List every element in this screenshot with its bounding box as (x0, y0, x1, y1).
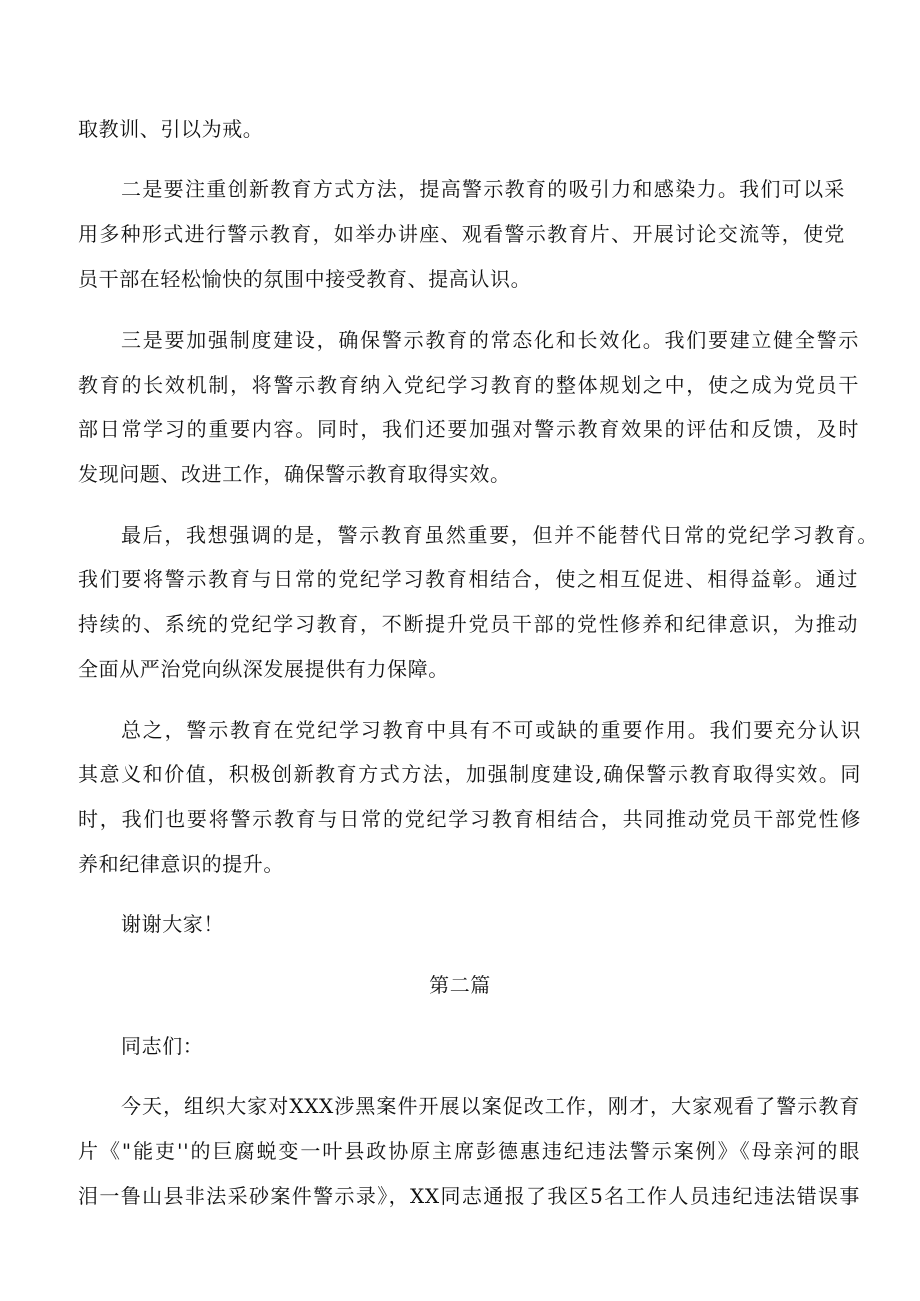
paragraph-5-line-1: 总之，警示教育在党纪学习教育中具有不可或缺的重要作用。我们要充分认识 (121, 718, 861, 742)
paragraph-3-line-2: 教育的长效机制，将警示教育纳入党纪学习教育的整体规划之中，使之成为党员干 (78, 373, 859, 397)
paragraph-1-line-1: 取教训、引以为戒。 (78, 117, 264, 141)
salutation: 同志们： (121, 1034, 204, 1058)
paragraph-4-line-2: 我们要将警示教育与日常的党纪学习教育相结合，使之相互促进、相得益彰。通过 (78, 567, 858, 591)
paragraph-2-line-2: 用多种形式进行警示教育，如举办讲座、观看警示教育片、开展讨论交流等，使党 (78, 222, 845, 246)
section-title: 第二篇 (429, 973, 491, 997)
paragraph-2-line-1: 二是要注重创新教育方式方法，提高警示教育的吸引力和感染力。我们可以采 (121, 177, 845, 201)
paragraph-5-line-3: 时，我们也要将警示教育与日常的党纪学习教育相结合，共同推动党员干部党性修 (78, 807, 861, 831)
paragraph-6-line-2: 片《"能吏''的巨腐蜕变一叶县政协原主席彭德惠违纪违法警示案例》《母亲河的眼 (78, 1139, 860, 1163)
paragraph-4-line-3: 持续的、系统的党纪学习教育，不断提升党员干部的党性修养和纪律意识，为推动 (78, 612, 858, 636)
paragraph-5-line-4: 养和纪律意识的提升。 (78, 852, 284, 876)
paragraph-3-line-3: 部日常学习的重要内容。同时，我们还要加强对警示教育效果的评估和反馈，及时 (78, 417, 859, 441)
paragraph-3-line-1: 三是要加强制度建设，确保警示教育的常态化和长效化。我们要建立健全警示 (121, 328, 859, 352)
paragraph-5-line-2: 其意义和价值，积极创新教育方式方法，加强制度建设,确保警示教育取得实效。同 (78, 762, 861, 786)
paragraph-4-line-1: 最后，我想强调的是，警示教育虽然重要，但并不能替代日常的党纪学习教育。 (121, 523, 878, 547)
paragraph-6-line-3: 泪一鲁山县非法采砂案件警示录》，XX同志通报了我区5名工作人员违纪违法错误事 (78, 1184, 860, 1208)
paragraph-2-line-3: 员干部在轻松愉快的氛围中接受教育、提高认识。 (78, 267, 532, 291)
paragraph-3-line-4: 发现问题、改进工作，确保警示教育取得实效。 (78, 462, 511, 486)
paragraph-4-line-4: 全面从严治党向纵深发展提供有力保障。 (78, 657, 449, 681)
paragraph-6-line-1: 今天，组织大家对XXX涉黑案件开展以案促改工作，刚才，大家观看了警示教育 (121, 1094, 860, 1118)
closing-thanks: 谢谢大家！ (121, 912, 224, 936)
